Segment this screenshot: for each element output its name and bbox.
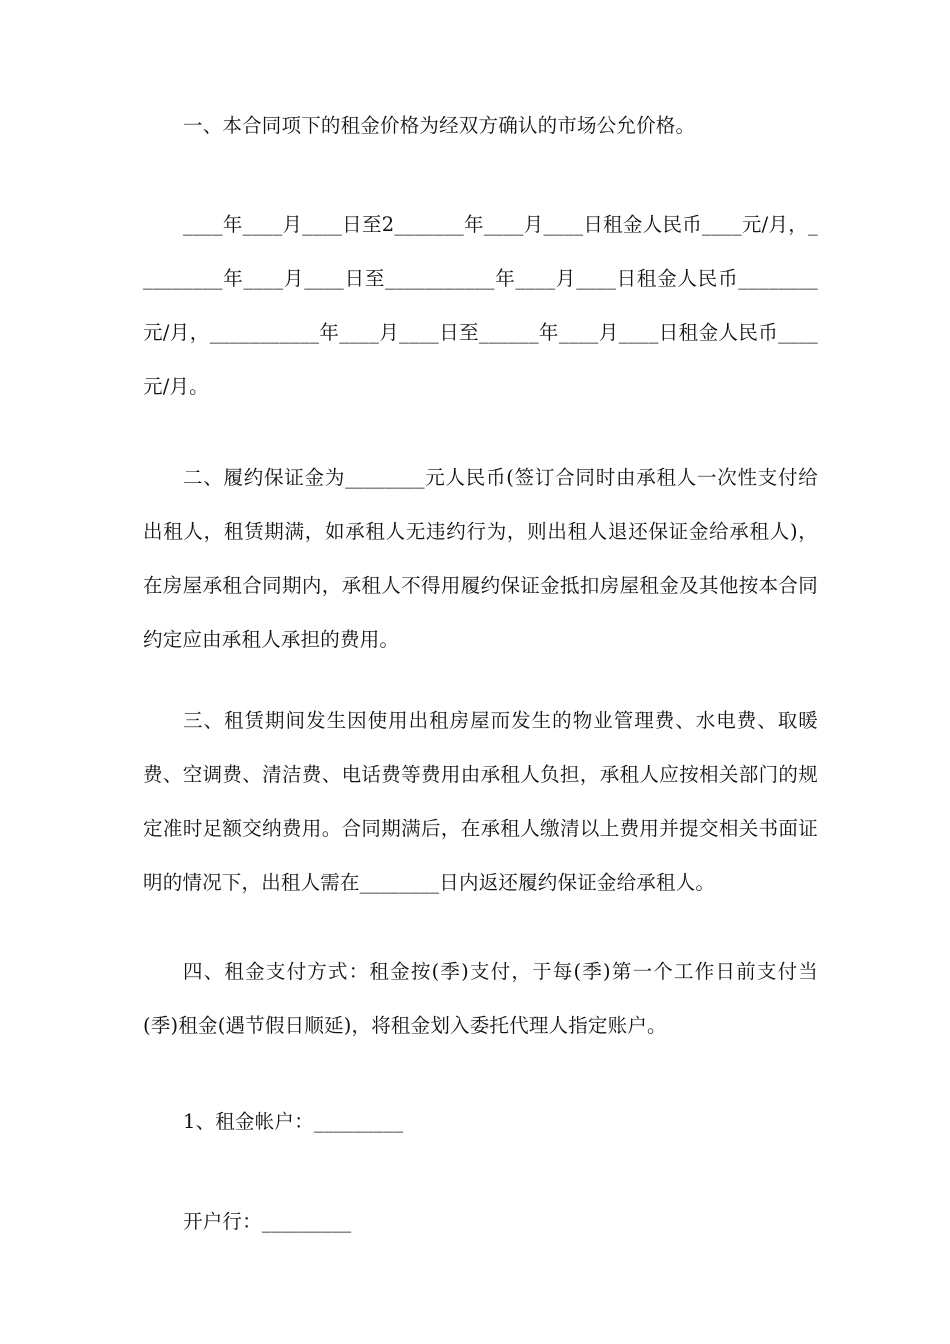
clause-rent-schedule: ____年____月____日至2_______年____月____日租金人民币____元/月，_________年____月____日至___________年____月____日租金人民币________元/月，___________年____月____日至______年____月____日租金人民币____元/月。 [143, 213, 818, 398]
rent-account-line: 1、租金帐户：_________ [183, 1110, 404, 1133]
clause-2-deposit: 二、履约保证金为________元人民币(签订合同时由承租人一次性支付给出租人，租赁期满，如承租人无违约行为，则出租人退还保证金给承租人)，在房屋承租合同期内，承租人不得用履约保证金抵扣房屋租金及其他按本合同约定应由承租人承担的费用。 [143, 466, 818, 651]
bank-line: 开户行：_________ [183, 1210, 352, 1233]
clause-3-fees: 三、租赁期间发生因使用出租房屋而发生的物业管理费、水电费、取暖费、空调费、清洁费、电话费等费用由承租人负担，承租人应按相关部门的规定准时足额交纳费用。合同期满后，在承租人缴清以上费用并提交相关书面证明的情况下，出租人需在________日内返还履约保证金给承租人。 [143, 709, 818, 894]
clause-1-rent-price: 一、本合同项下的租金价格为经双方确认的市场公允价格。 [183, 114, 696, 137]
clause-4-payment-method: 四、租金支付方式：租金按(季)支付，于每(季)第一个工作日前支付当(季)租金(遇节假日顺延)，将租金划入委托代理人指定账户。 [143, 960, 818, 1037]
